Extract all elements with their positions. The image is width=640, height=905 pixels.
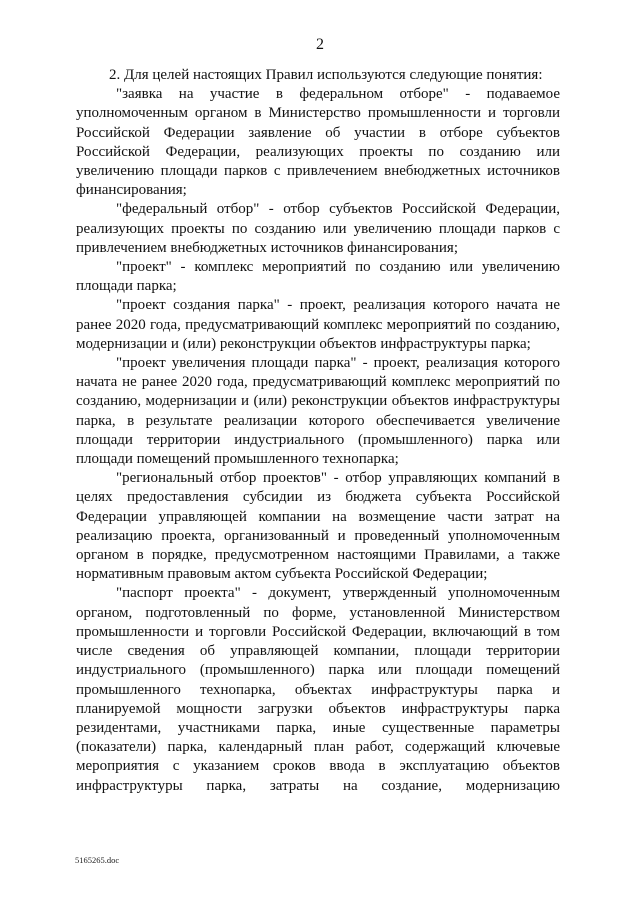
paragraph-definition-federal-selection: "федеральный отбор" - отбор субъектов Российской Федерации, реализующих проекты по созданию или увеличению площади парков с привлечением внебюджетных источников финансирования; bbox=[76, 201, 560, 256]
paragraph-definition-regional-selection: "региональный отбор проектов" - отбор управляющих компаний в целях предоставления субсидии из бюджета субъекта Российской Федерации управляющей компании на возмещение части затрат на реализацию проекта, организованный и проведенный уполномоченным органом в порядке, предусмотренном настоящими Правилами, а также нормативным правовым актом субъекта Российской Федерации; bbox=[76, 470, 560, 583]
footer-file-name: 5165265.doc bbox=[75, 855, 120, 865]
paragraph-definition-project: "проект" - комплекс мероприятий по созданию или увеличению площади парка; bbox=[76, 259, 560, 295]
document-body bbox=[76, 66, 560, 796]
paragraph-definition-park-expansion-project: "проект увеличения площади парка" - проект, реализация которого начата не ранее 2020 года, предусматривающий комплекс мероприятий по созданию, модернизации и (или) реконструкции объектов инфраструктуры парка, в результате реализации которого обеспечивается увеличение площади территории индустриального (промышленного) парка или площади помещений промышленного технопарка; bbox=[76, 355, 560, 468]
paragraph-definition-application: "заявка на участие в федеральном отборе" - подаваемое уполномоченным органом в Министерство промышленности и торговли Российской Федерации заявление об участии в отборе субъектов Российской Федерации, реализующих проекты по созданию или увеличению площади парков с привлечением внебюджетных источников финансирования; bbox=[76, 86, 560, 199]
paragraph-definition-project-passport: "паспорт проекта" - документ, утвержденный уполномоченным органом, подготовленный по форме, установленной Министерством промышленности и торговли Российской Федерации, включающий в том числе сведения об управляющей компании, площади территории индустриального (промышленного) парка или площади помещений промышленного технопарка, объектах инфраструктуры парка и планируемой мощности загрузки объектов инфраструктуры парка резидентами, участниками парка, иные существенные параметры (показатели) парка, календарный план работ, содержащий ключевые мероприятия с указанием сроков ввода в эксплуатацию объектов инфраструктуры парка, затраты на создание, модернизацию bbox=[76, 585, 560, 794]
page-number: 2 bbox=[316, 36, 324, 53]
paragraph-definition-park-creation-project: "проект создания парка" - проект, реализация которого начата не ранее 2020 года, предусматривающий комплекс мероприятий по созданию, модернизации и (или) реконструкции объектов инфраструктуры парка; bbox=[76, 297, 560, 352]
paragraph-intro: 2. Для целей настоящих Правил используются следующие понятия: bbox=[109, 67, 543, 83]
